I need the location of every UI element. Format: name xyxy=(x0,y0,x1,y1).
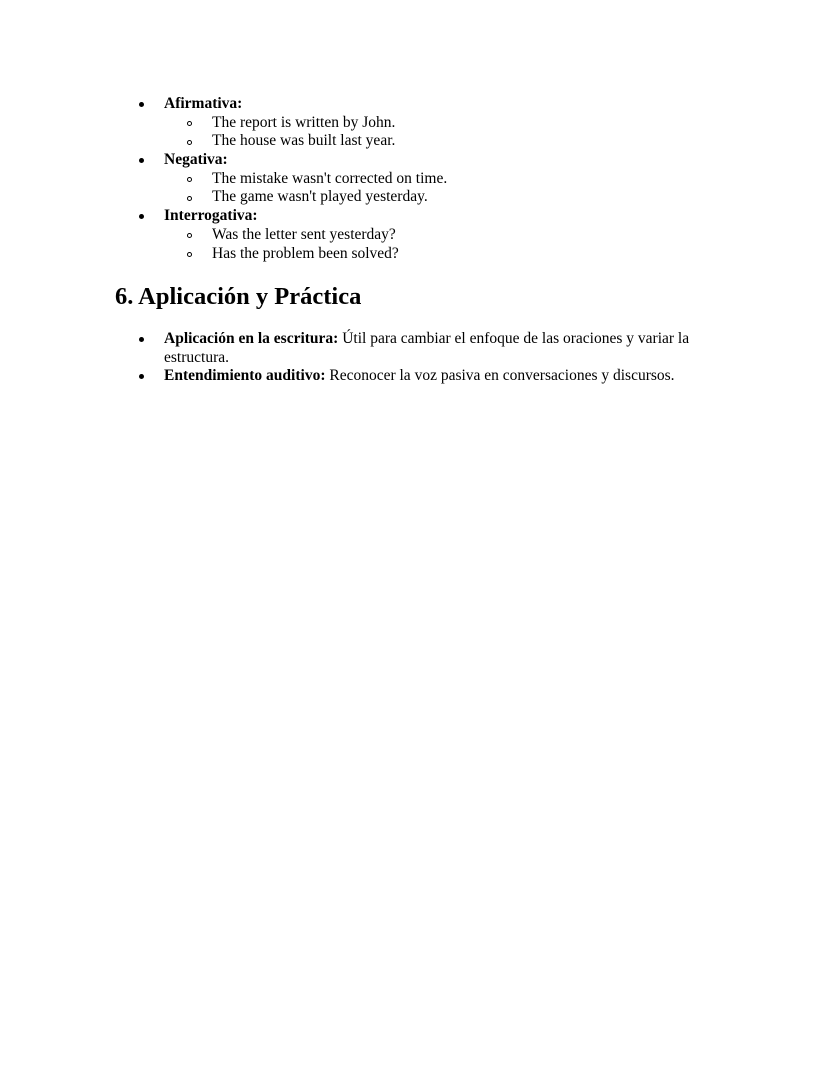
list-item-text: Útil para cambiar el enfoque de las oraciones y variar la estructura. xyxy=(164,330,690,366)
sentence-forms-list xyxy=(0,95,828,263)
example-text: The game wasn't played yesterday. xyxy=(212,188,428,206)
example-text: The report is written by John. xyxy=(212,113,396,131)
example-item xyxy=(0,226,828,245)
hollow-circle-bullet-icon xyxy=(187,170,197,189)
example-item xyxy=(0,188,828,207)
example-sublist xyxy=(0,114,828,151)
bullet-icon xyxy=(139,207,149,226)
example-item xyxy=(0,245,828,264)
application-list xyxy=(0,330,828,386)
list-item-label: Interrogativa: xyxy=(164,207,258,225)
example-text: Has the problem been solved? xyxy=(212,244,399,262)
bullet-icon xyxy=(139,367,149,386)
example-text: The house was built last year. xyxy=(212,132,396,150)
hollow-circle-bullet-icon xyxy=(187,226,197,245)
bullet-icon xyxy=(139,95,149,114)
hollow-circle-bullet-icon xyxy=(187,188,197,207)
example-text: The mistake wasn't corrected on time. xyxy=(212,169,448,187)
example-item xyxy=(0,170,828,189)
list-item-escritura xyxy=(0,330,828,367)
list-item-label: Entendimiento auditivo: xyxy=(164,367,326,385)
example-sublist xyxy=(0,170,828,207)
hollow-circle-bullet-icon xyxy=(187,245,197,264)
list-item-interrogativa xyxy=(0,207,828,263)
list-item-label: Afirmativa: xyxy=(164,95,243,112)
hollow-circle-bullet-icon xyxy=(187,132,197,151)
example-text: Was the letter sent yesterday? xyxy=(212,225,396,243)
list-item-paragraph xyxy=(164,330,704,367)
list-item-afirmativa xyxy=(0,95,828,151)
list-item-text: Reconocer la voz pasiva en conversaciones y discursos. xyxy=(325,367,675,385)
list-item-label: Aplicación en la escritura: xyxy=(164,330,339,347)
list-item-negativa xyxy=(0,151,828,207)
hollow-circle-bullet-icon xyxy=(187,114,197,133)
example-sublist xyxy=(0,226,828,263)
list-item-auditivo xyxy=(0,367,828,386)
bullet-icon xyxy=(139,330,149,349)
section-heading: 6. Aplicación y Práctica xyxy=(115,283,362,310)
list-item-label: Negativa: xyxy=(164,151,228,169)
example-item xyxy=(0,132,828,151)
example-item xyxy=(0,114,828,133)
bullet-icon xyxy=(139,151,149,170)
list-item-paragraph xyxy=(164,367,704,386)
